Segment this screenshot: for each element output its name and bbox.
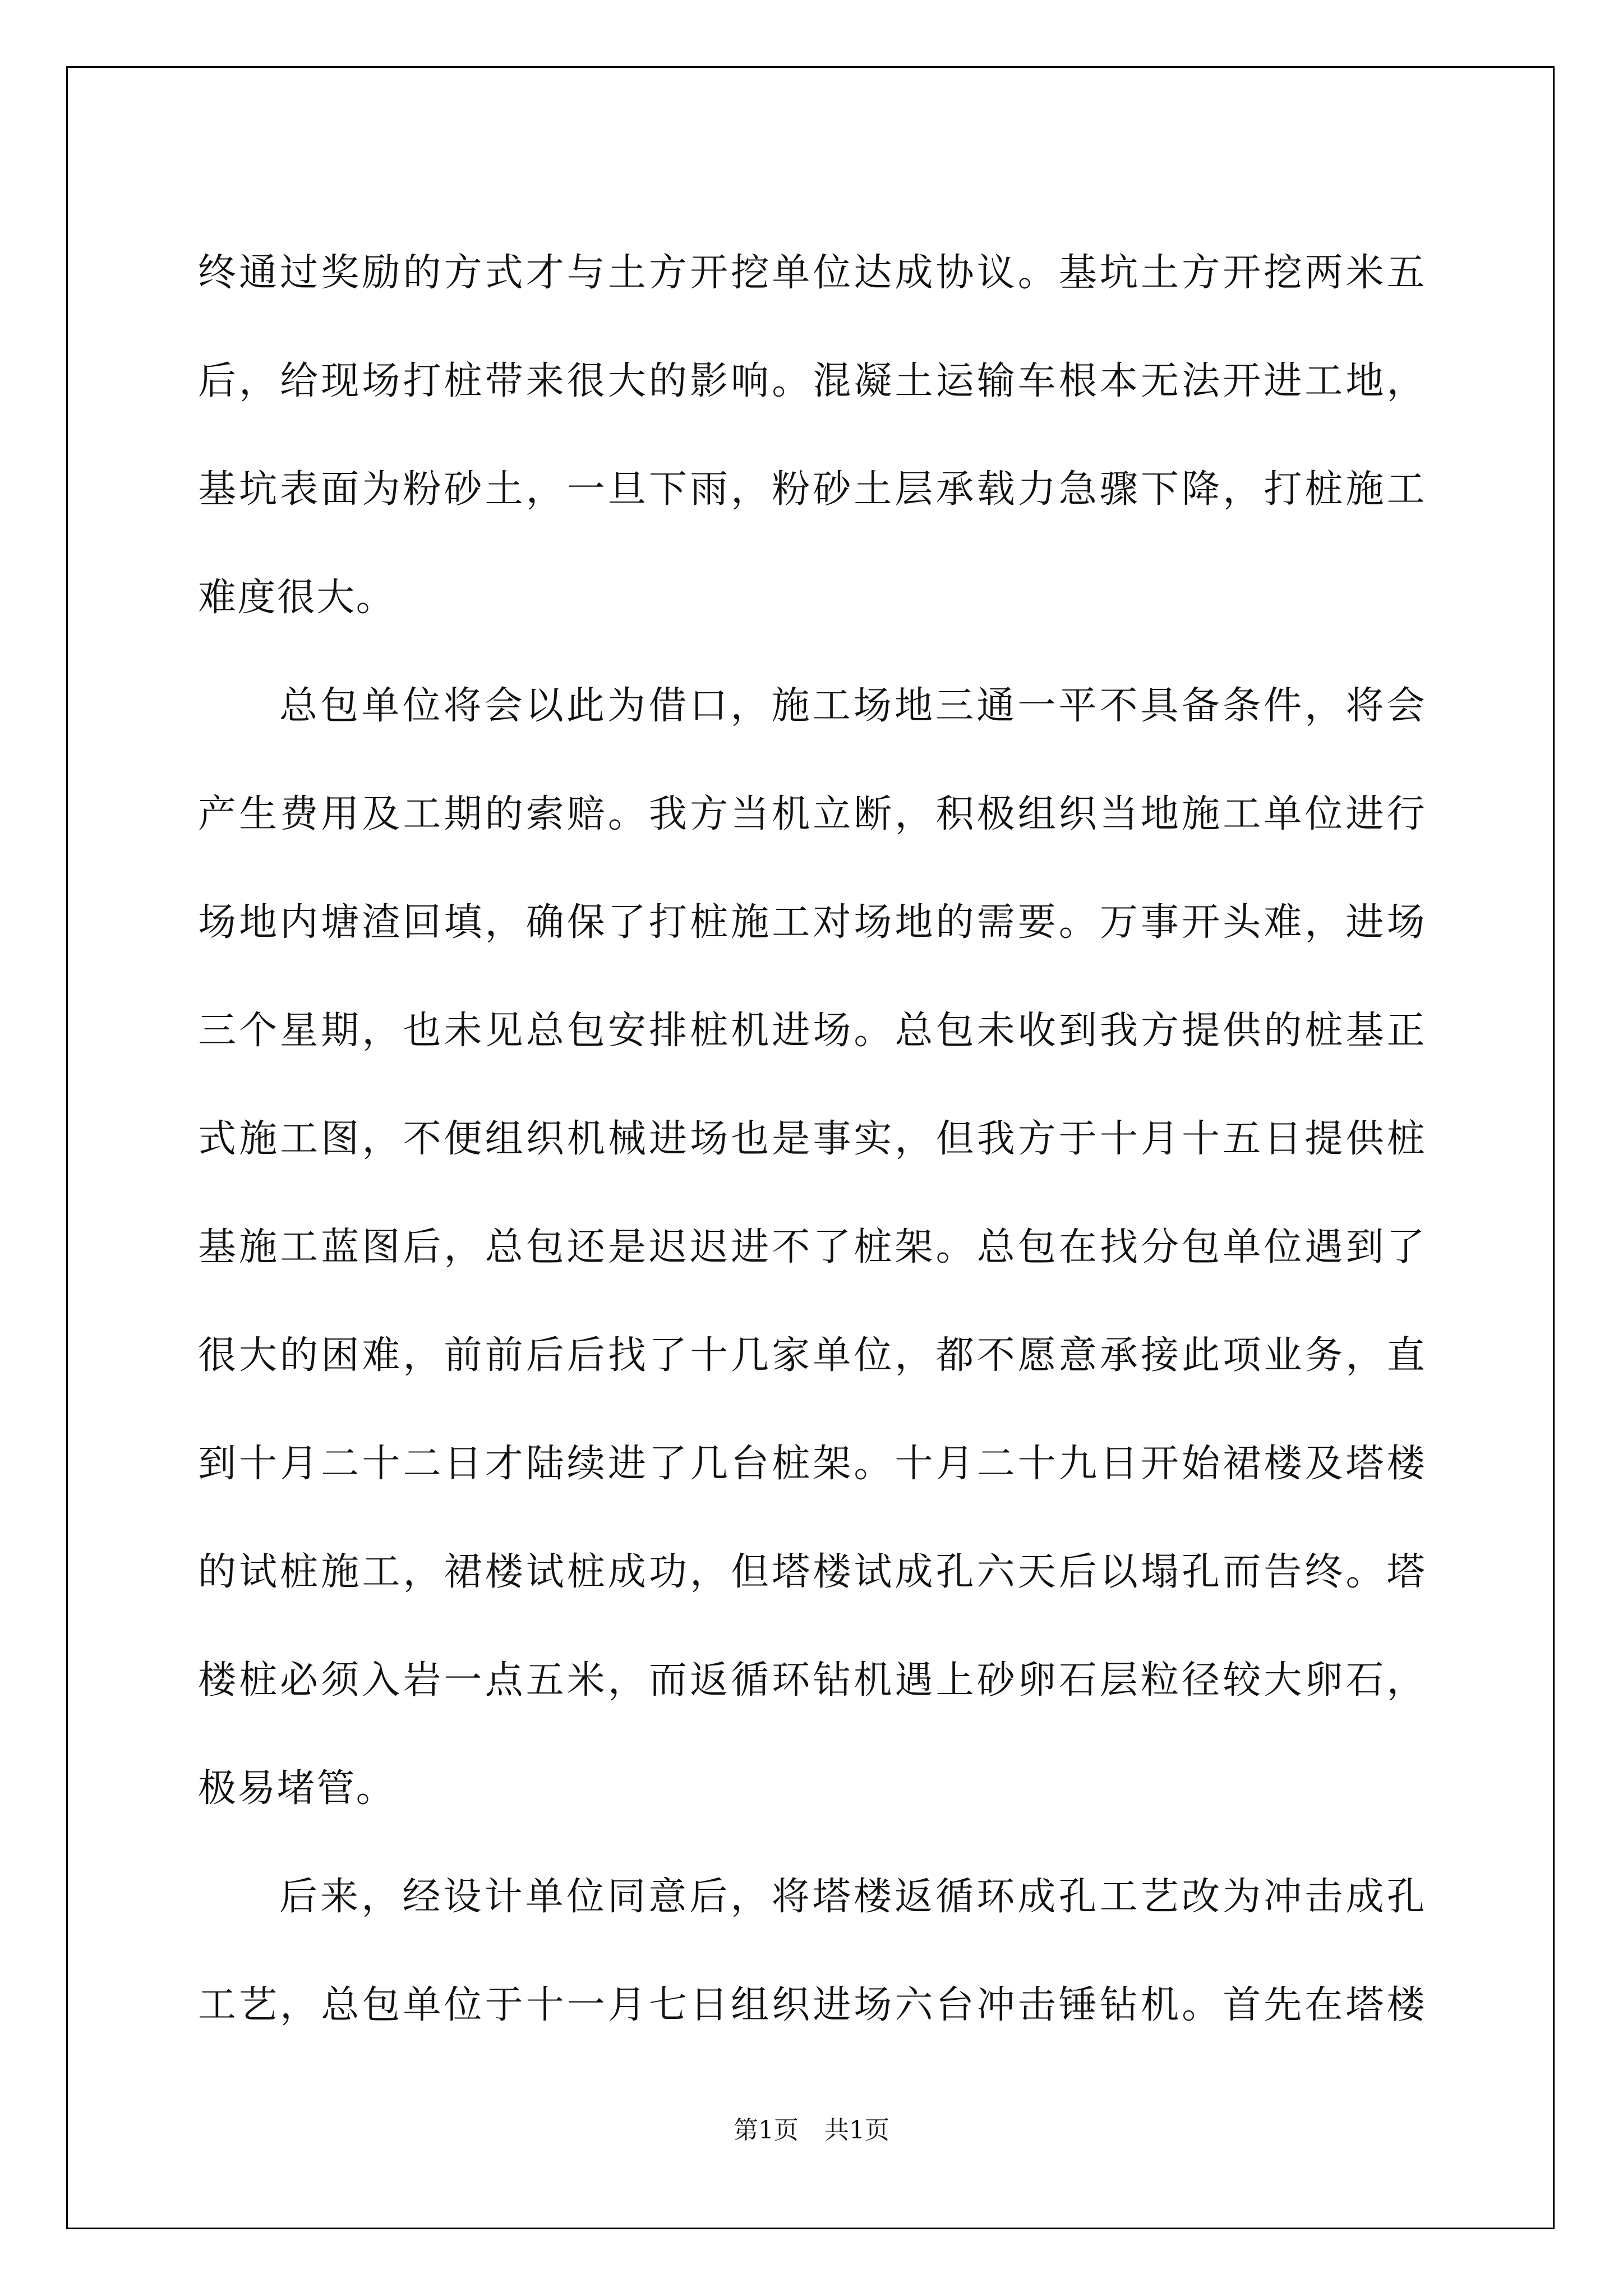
text-line: 后，给现场打桩带来很大的影响。混凝土运输车根本无法开进工地， — [198, 359, 1426, 403]
text-line: 产生费用及工期的索赔。我方当机立断，积极组织当地施工单位进行 — [198, 792, 1426, 836]
text-line: 基施工蓝图后，总包还是迟迟进不了桩架。总包在找分包单位遇到了 — [198, 1225, 1426, 1269]
text-line: 场地内塘渣回填，确保了打桩施工对场地的需要。万事开头难，进场 — [198, 900, 1426, 945]
text-line: 到十月二十二日才陆续进了几台桩架。十月二十九日开始裙楼及塔楼 — [198, 1442, 1426, 1486]
text-line: 后来，经设计单位同意后，将塔楼返循环成孔工艺改为冲击成孔 — [279, 1875, 1426, 1919]
page-footer — [0, 2114, 1623, 2147]
page-total: 共1页 — [824, 2116, 889, 2145]
paragraph-3 — [198, 1843, 1426, 2059]
document-body — [198, 219, 1426, 2059]
text-line: 式施工图，不便组织机械进场也是事实，但我方于十月十五日提供桩 — [198, 1117, 1426, 1161]
text-line: 基坑表面为粉砂土，一旦下雨，粉砂土层承载力急骤下降，打桩施工 — [198, 467, 1426, 512]
paragraph-2 — [198, 652, 1426, 1843]
text-line: 难度很大。 — [198, 576, 396, 620]
text-line: 很大的困难，前前后后找了十几家单位，都不愿意承接此项业务，直 — [198, 1333, 1426, 1378]
page-number: 第1页 — [734, 2116, 799, 2145]
text-line: 总包单位将会以此为借口，施工场地三通一平不具备条件，将会 — [279, 684, 1426, 728]
text-line: 的试桩施工，裙楼试桩成功，但塔楼试成孔六天后以塌孔而告终。塔 — [198, 1550, 1426, 1594]
text-line: 楼桩必须入岩一点五米，而返循环钻机遇上砂卵石层粒径较大卵石， — [198, 1658, 1426, 1703]
text-line: 三个星期，也未见总包安排桩机进场。总包未收到我方提供的桩基正 — [198, 1009, 1426, 1053]
paragraph-1 — [198, 219, 1426, 652]
text-line: 终通过奖励的方式才与土方开挖单位达成协议。基坑土方开挖两米五 — [198, 251, 1426, 295]
text-line: 工艺，总包单位于十一月七日组织进场六台冲击锤钻机。首先在塔楼 — [198, 1983, 1426, 2027]
text-line: 极易堵管。 — [198, 1766, 396, 1811]
